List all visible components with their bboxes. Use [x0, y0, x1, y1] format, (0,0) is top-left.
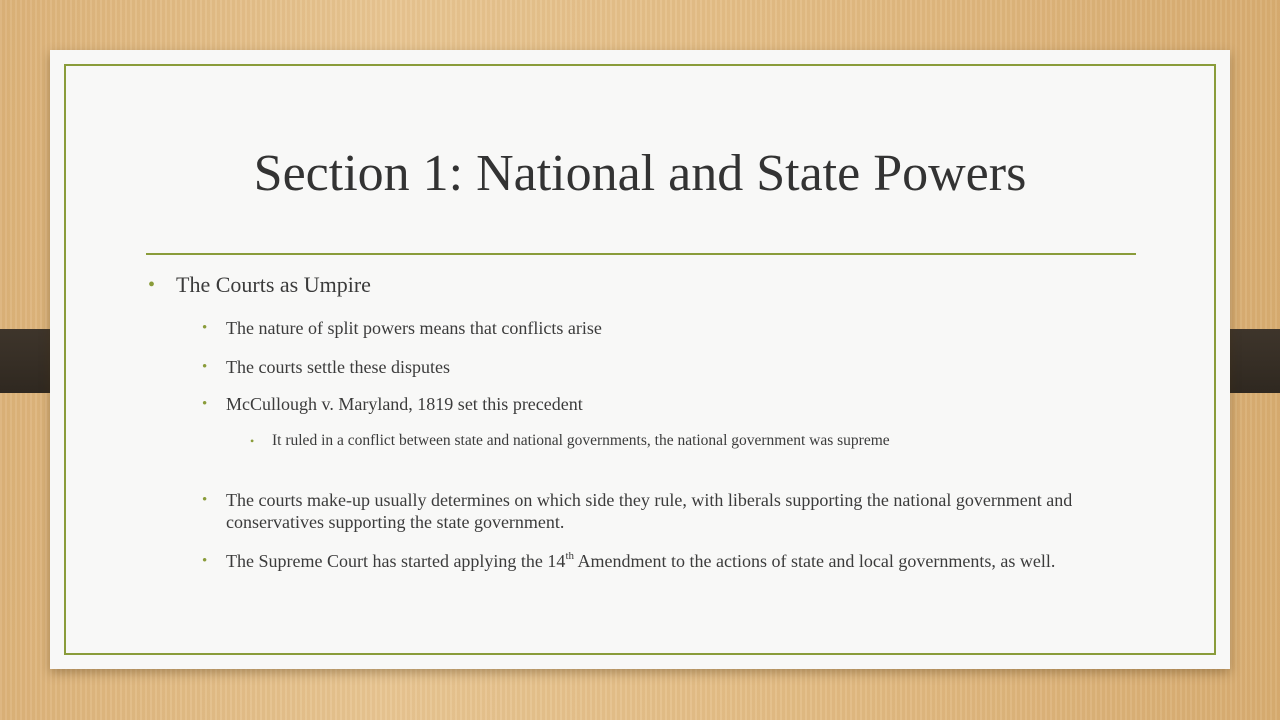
- bullet-court-makeup: [202, 489, 1126, 533]
- bullet-text: [226, 551, 1055, 571]
- bullet-text: The courts settle these disputes: [226, 357, 450, 377]
- bullet-split-powers: [202, 317, 1126, 339]
- bullet-superscript: th: [565, 550, 574, 562]
- bullet-courts-settle: [202, 356, 1126, 378]
- bullet-text: It ruled in a conflict between state and national governments, the national government was supreme: [272, 432, 890, 449]
- title-divider: [146, 253, 1136, 255]
- bullet-ruling: [250, 432, 1092, 450]
- bullet-text: McCullough v. Maryland, 1819 set this precedent: [226, 394, 583, 414]
- bullet-dot-icon: •: [148, 274, 156, 296]
- bullet-text-after: Amendment to the actions of state and local governments, as well.: [574, 551, 1056, 571]
- bullet-dot-icon: •: [250, 434, 255, 448]
- bullet-mccullough: [202, 393, 1126, 415]
- bullet-text: The Courts as Umpire: [176, 272, 371, 297]
- bullet-dot-icon: •: [202, 359, 208, 375]
- bullet-text: The nature of split powers means that conflicts arise: [226, 318, 602, 338]
- bullet-dot-icon: •: [202, 553, 208, 569]
- bullet-dot-icon: •: [202, 320, 208, 336]
- bullet-14th-amendment: [202, 550, 1126, 572]
- bullet-text-before: The Supreme Court has started applying the 14: [226, 551, 566, 571]
- slide-title: Section 1: National and State Powers: [253, 145, 1027, 202]
- bullet-dot-icon: •: [202, 492, 208, 508]
- bullet-text: The courts make-up usually determines on which side they rule, with liberals supporting the national government and conservatives supporting the state government.: [226, 490, 1073, 532]
- bullet-courts-as-umpire: [148, 272, 1136, 298]
- bullet-dot-icon: •: [202, 396, 208, 412]
